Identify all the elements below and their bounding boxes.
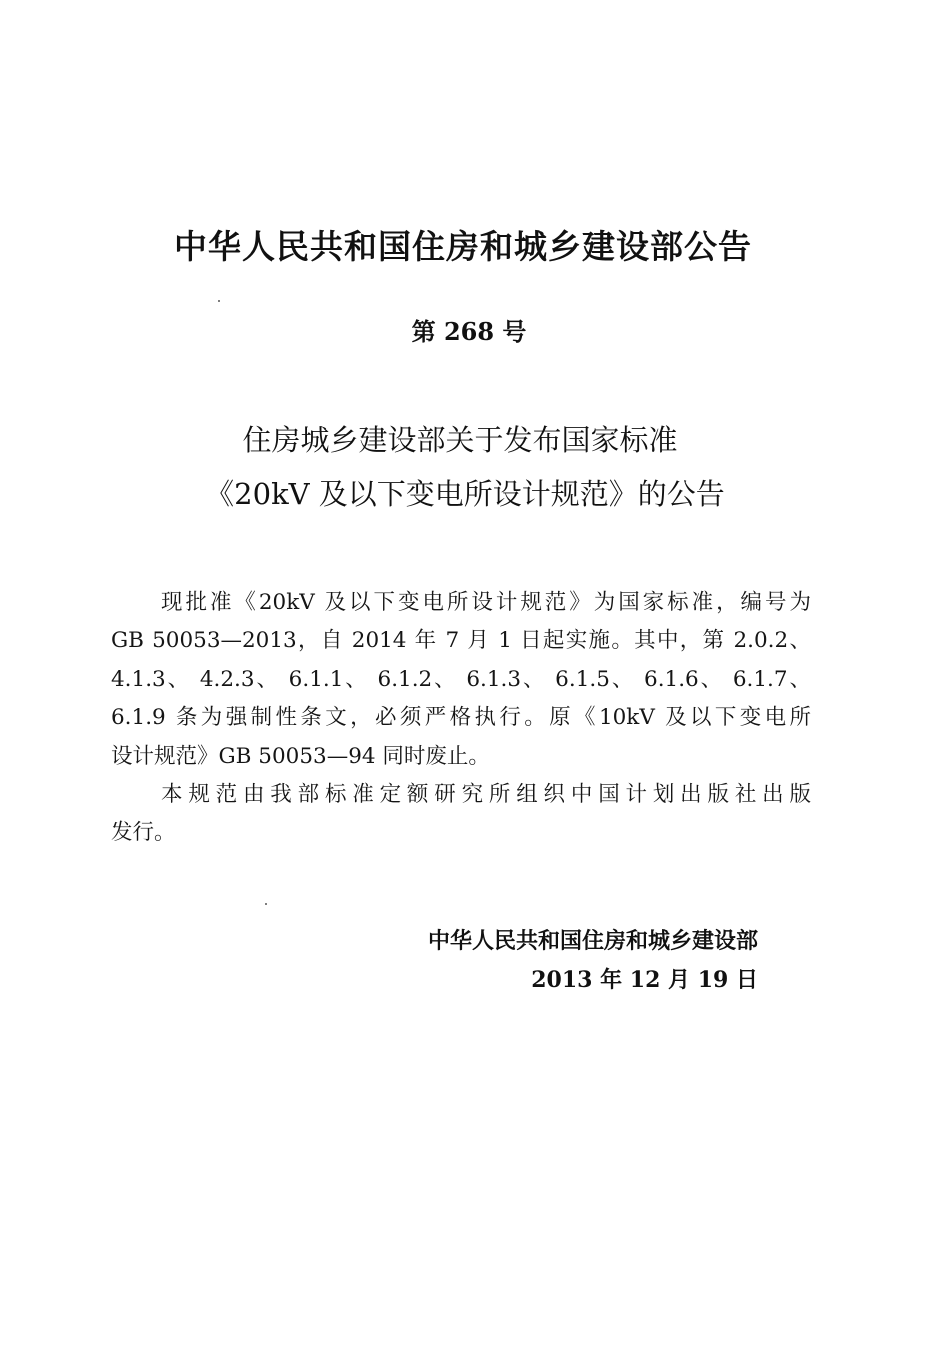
body-line: 设计规范》GB 50053—94 同时废止。 — [111, 743, 490, 769]
paragraph-publisher — [111, 776, 811, 853]
announcement-title: 中华人民共和国住房和城乡建设部公告 — [174, 227, 752, 266]
subtitle-line-2: 《20kV 及以下变电所设计规范》的公告 — [205, 477, 725, 511]
announcement-number: 第 268 号 — [411, 317, 527, 346]
scan-speck — [218, 300, 220, 302]
body-line: 现批准《20kV 及以下变电所设计规范》为国家标准，编号为 — [161, 590, 811, 615]
signature-date: 2013 年 12 月 19 日 — [531, 967, 758, 993]
signature-organization: 中华人民共和国住房和城乡建设部 — [427, 929, 758, 954]
body-line: 发行。 — [111, 820, 176, 846]
body-line: 6.1.9 条为强制性条文，必须严格执行。原《10kV 及以下变电所 — [111, 705, 811, 731]
body-line: GB 50053—2013，自 2014 年 7 月 1 日起实施。其中，第 2.0.2、 — [111, 628, 811, 654]
paragraph-approval — [111, 584, 811, 776]
scan-speck — [265, 903, 267, 905]
body-line: 本规范由我部标准定额研究所组织中国计划出版社出版 — [161, 782, 811, 808]
subtitle-line-1: 住房城乡建设部关于发布国家标准 — [242, 423, 678, 457]
announcement-body — [111, 584, 811, 853]
body-line: 4.1.3、 4.2.3、 6.1.1、 6.1.2、 6.1.3、 6.1.5、 6.1.6、 6.1.7、 — [111, 666, 811, 692]
